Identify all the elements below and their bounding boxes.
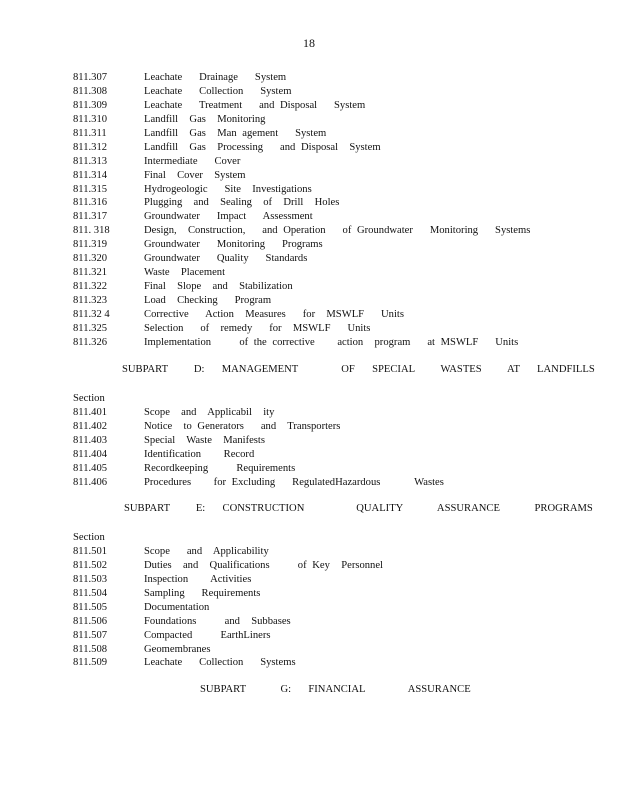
section-number: 811.326 — [73, 336, 108, 348]
toc-row — [73, 573, 573, 587]
section-number: 811.503 — [73, 573, 108, 585]
toc-row — [73, 99, 573, 113]
section-title: Corrective Action Measures for MSWLF Units — [144, 308, 404, 320]
section-number: 811.507 — [73, 629, 108, 641]
section-number: 811.506 — [73, 615, 108, 627]
section-title: Groundwater Impact Assessment — [144, 211, 313, 223]
section-number: 811.319 — [73, 239, 108, 251]
section-number: 811.325 — [73, 322, 108, 334]
section-list-subpart-c — [73, 71, 573, 350]
section-title: Compacted EarthLiners — [144, 629, 271, 641]
section-number: 811.315 — [73, 183, 108, 195]
subpart-e-heading: SUBPART E: CONSTRUCTION QUALITY ASSURANCE PROGRAMS — [124, 503, 593, 514]
section-title: Identification Record — [144, 448, 255, 460]
toc-row — [73, 643, 573, 657]
toc-row — [73, 629, 573, 643]
subpart-g-heading: SUBPART G: FINANCIAL ASSURANCE — [200, 684, 471, 695]
section-label: Section — [73, 393, 105, 404]
section-title: Special Waste Manifests — [144, 434, 265, 446]
section-number: 811.314 — [73, 169, 108, 181]
section-number: 811.502 — [73, 559, 108, 571]
section-number: 811.320 — [73, 253, 108, 265]
toc-row — [73, 406, 573, 420]
section-title: Final Slope and Stabilization — [144, 281, 293, 293]
toc-row — [73, 210, 573, 224]
section-title: Waste Placement — [144, 267, 226, 279]
section-number: 811.509 — [73, 657, 108, 669]
section-list-subpart-e — [73, 531, 573, 670]
section-number: 811.504 — [73, 587, 108, 599]
section-number: 811.508 — [73, 643, 108, 655]
section-title: Documentation — [144, 601, 210, 613]
section-title: Sampling Requirements — [144, 587, 261, 599]
section-title: Hydrogeologic Site Investigations — [144, 183, 312, 195]
section-title: Geomembranes — [144, 643, 211, 655]
toc-row — [73, 294, 573, 308]
section-number: 811.308 — [73, 85, 108, 97]
section-title: Load Checking Program — [144, 295, 272, 306]
section-title: Implementation of the corrective action program at MSWLF Units — [144, 336, 519, 348]
toc-row — [73, 85, 573, 99]
section-title: Procedures for Excluding RegulatedHazardous Wastes — [144, 476, 444, 488]
section-number: 811.312 — [73, 141, 108, 153]
section-number: 811.321 — [73, 267, 108, 279]
section-number: 811.405 — [73, 462, 108, 474]
toc-row — [73, 266, 573, 280]
toc-row — [73, 587, 573, 601]
toc-row — [73, 224, 573, 238]
section-list-subpart-d — [73, 392, 573, 490]
section-title: Landfill Gas Man agement System — [144, 127, 327, 139]
toc-row — [73, 322, 573, 336]
toc-row — [73, 336, 573, 350]
section-number: 811.322 — [73, 281, 108, 293]
toc-row — [73, 462, 573, 476]
subpart-d-heading: SUBPART D: MANAGEMENT OF SPECIAL WASTES AT LANDFILLS — [122, 364, 595, 375]
section-number: 811.402 — [73, 420, 108, 432]
section-number: 811.401 — [73, 406, 108, 418]
section-title: Plugging and Sealing of Drill Holes — [144, 197, 340, 209]
section-title: Groundwater Quality Standards — [144, 253, 308, 265]
section-number: 811.505 — [73, 601, 108, 613]
section-title: Leachate Collection System — [144, 85, 292, 97]
section-title: Foundations and Subbases — [144, 615, 291, 627]
section-title: Leachate Collection Systems — [144, 657, 296, 669]
section-title: Landfill Gas Monitoring — [144, 113, 266, 125]
toc-row — [73, 183, 573, 197]
toc-row — [73, 615, 573, 629]
section-number: 811.311 — [73, 127, 107, 139]
section-title: Duties and Qualifications of Key Personnel — [144, 559, 384, 571]
section-label: Section — [73, 532, 105, 543]
toc-row — [73, 420, 573, 434]
toc-row — [73, 280, 573, 294]
section-number: 811.32 4 — [73, 308, 110, 320]
section-number: 811.403 — [73, 434, 108, 446]
page-number: 18 — [303, 36, 315, 50]
toc-row — [73, 196, 573, 210]
toc-row — [73, 238, 573, 252]
section-title: Inspection Activities — [144, 573, 252, 585]
toc-row — [73, 308, 573, 322]
toc-row — [73, 601, 573, 615]
toc-row — [73, 155, 573, 169]
toc-row — [73, 127, 573, 141]
section-title: Selection of remedy for MSWLF Units — [144, 322, 371, 334]
section-number: 811.309 — [73, 99, 108, 111]
toc-row — [73, 71, 573, 85]
section-title: Leachate Treatment and Disposal System — [144, 99, 366, 111]
section-number: 811.501 — [73, 545, 108, 557]
section-number: 811. 318 — [73, 225, 110, 237]
section-number: 811.316 — [73, 197, 108, 209]
section-title: Groundwater Monitoring Programs — [144, 239, 323, 251]
section-number: 811.310 — [73, 113, 108, 125]
toc-row — [73, 434, 573, 448]
section-number: 811.404 — [73, 448, 108, 460]
toc-row — [73, 559, 573, 573]
toc-row — [73, 656, 573, 670]
section-title: Intermediate Cover — [144, 155, 241, 167]
section-title: Notice to Generators and Transporters — [144, 420, 341, 432]
section-title: Recordkeeping Requirements — [144, 462, 296, 474]
toc-row — [73, 545, 573, 559]
section-title: Landfill Gas Processing and Disposal System — [144, 141, 381, 153]
toc-row — [73, 169, 573, 183]
section-title: Scope and Applicability — [144, 545, 269, 557]
section-title: Leachate Drainage System — [144, 72, 287, 83]
section-number: 811.307 — [73, 72, 108, 83]
section-number: 811.406 — [73, 476, 108, 488]
toc-row — [73, 476, 573, 490]
section-title: Scope and Applicabil ity — [144, 406, 275, 418]
toc-row — [73, 252, 573, 266]
section-title: Final Cover System — [144, 169, 246, 181]
section-number: 811.317 — [73, 211, 108, 223]
section-number: 811.313 — [73, 155, 108, 167]
section-number: 811.323 — [73, 295, 108, 306]
toc-row — [73, 113, 573, 127]
toc-row — [73, 141, 573, 155]
section-title: Design, Construction, and Operation of Groundwater Monitoring Systems — [144, 225, 531, 237]
toc-row — [73, 448, 573, 462]
